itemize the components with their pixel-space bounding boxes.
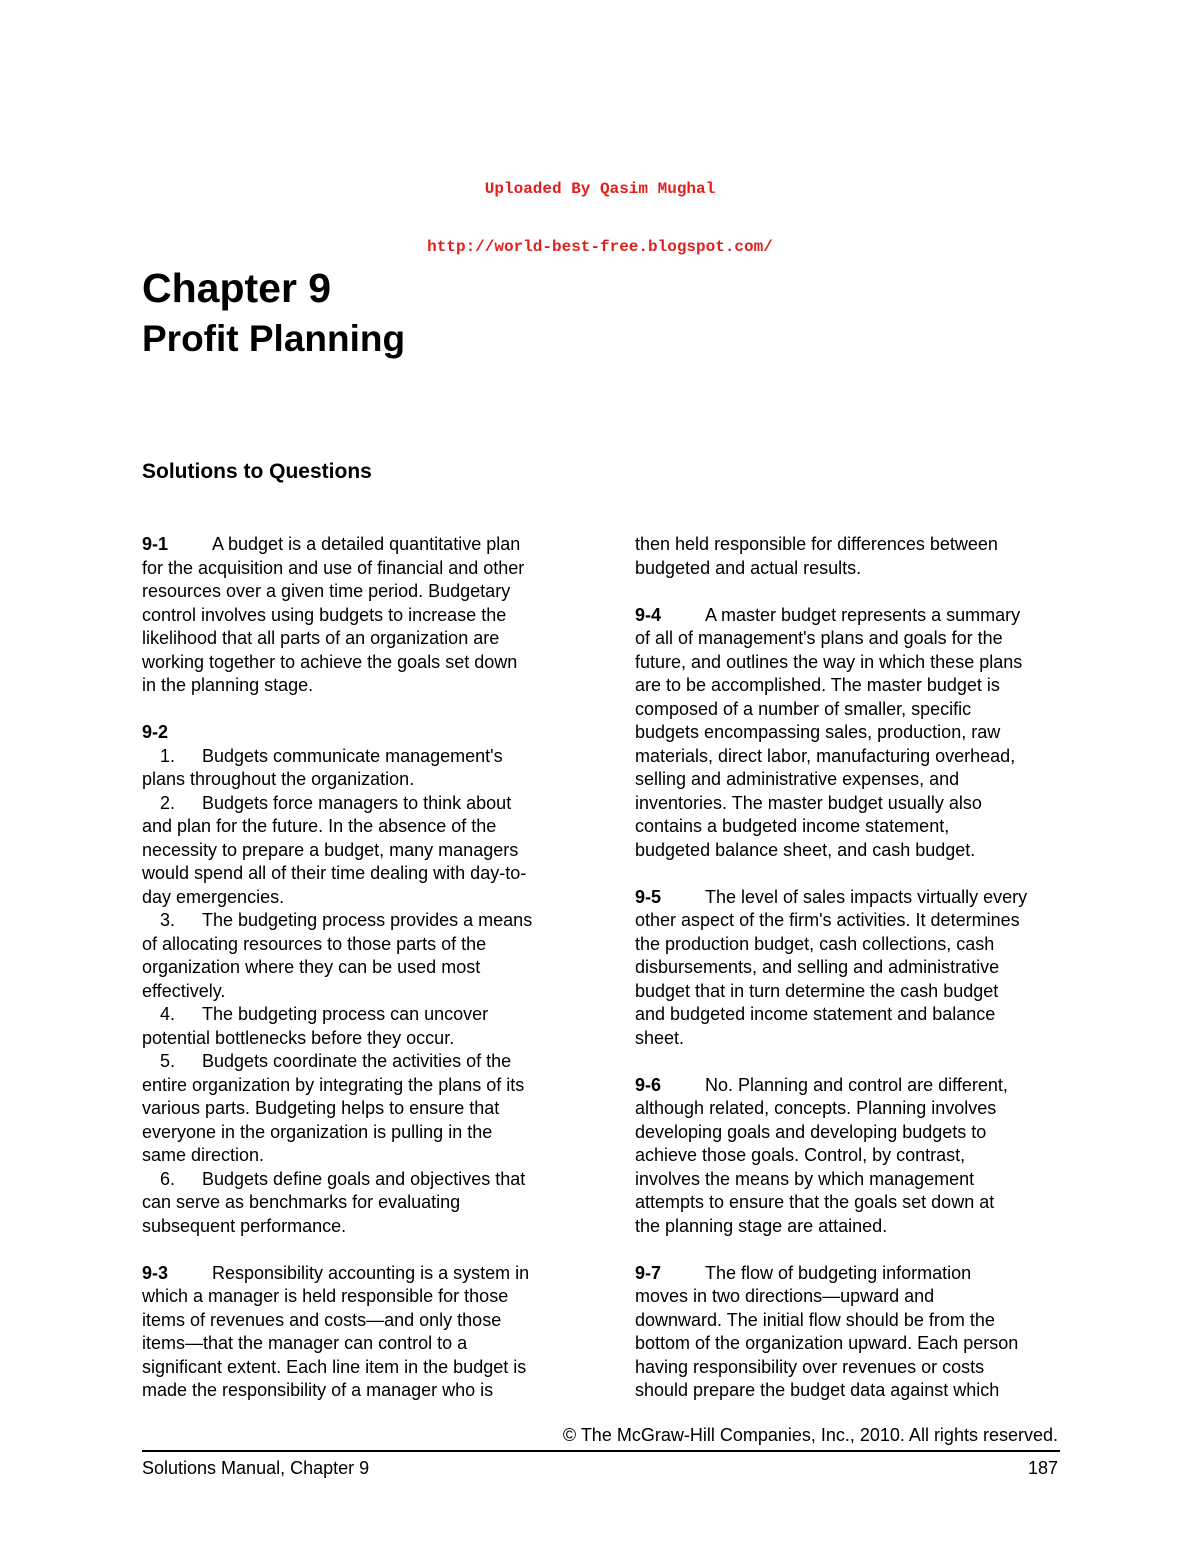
list-number: 4. [160,1004,176,1024]
answer-line: for the acquisition and use of financial and other [142,557,525,578]
answer-line: should prepare the budget data against which [635,1380,1000,1400]
answer-line: made the responsibility of a manager who is [142,1380,494,1400]
answer-line: although related, concepts. Planning involves [635,1098,997,1118]
answer-line: Responsibility accounting is a system in [212,1262,530,1283]
answer-line: organization where they can be used most [142,957,481,977]
answer-line: The level of sales impacts virtually every [705,886,1028,907]
question-9-4 [635,604,1065,863]
question-9-3-continued [635,533,1065,580]
question-9-5 [635,886,1065,1051]
list-number: 1. [160,745,176,766]
answer-line: Budgets coordinate the activities of the [202,1051,512,1071]
answer-line: in the planning stage. [142,675,314,695]
list-number: 3. [160,910,176,930]
list-number: 6. [160,1168,176,1189]
answer-line: selling and administrative expenses, and [635,769,960,789]
answer-line: involves the means by which management [635,1168,975,1189]
question-9-6 [635,1074,1065,1239]
question-number: 9-7 [635,1262,662,1283]
footer-manual-title: Solutions Manual, Chapter 9 [142,1458,370,1478]
answer-line: of allocating resources to those parts of the [142,933,487,954]
right-column [635,533,1065,1403]
answer-line: budgeted and actual results. [635,557,862,578]
answer-line: significant extent. Each line item in the budget is [142,1356,527,1377]
question-number: 9-4 [635,604,662,625]
list-number: 5. [160,1051,176,1071]
answer-line: inventories. The master budget usually also [635,792,982,813]
answer-line: then held responsible for differences between [635,534,998,554]
question-9-7 [635,1262,1065,1403]
answer-line: the production budget, cash collections, cash [635,933,995,954]
answer-line: No. Planning and control are different, [705,1074,1008,1095]
answer-line: entire organization by integrating the plans of its [142,1074,525,1095]
uploader-credit: Uploaded By Qasim Mughal [484,180,716,198]
answer-line: everyone in the organization is pulling in the [142,1121,493,1142]
copyright-notice: © The McGraw-Hill Companies, Inc., 2010. All rights reserved. [562,1425,1058,1445]
answer-line: subsequent performance. [142,1215,347,1236]
answer-line: items—that the manager can control to a [142,1333,468,1353]
answer-line: which a manager is held responsible for those [142,1286,509,1306]
question-9-3 [142,1262,572,1403]
answer-line: likelihood that all parts of an organization are [142,628,500,648]
answer-line: would spend all of their time dealing with day-to- [142,863,527,883]
answer-line: having responsibility over revenues or costs [635,1356,985,1377]
answer-line: effectively. [142,980,226,1001]
uploader-url[interactable]: http://world-best-free.blogspot.com/ [427,238,773,256]
section-heading: Solutions to Questions [142,460,372,483]
answer-line: The flow of budgeting information [705,1262,972,1283]
answer-line: disbursements, and selling and administrative [635,957,1000,977]
answer-line: plans throughout the organization. [142,769,415,789]
list-number: 2. [160,792,176,813]
question-number: 9-6 [635,1074,662,1095]
answer-line: future, and outlines the way in which these plans [635,651,1023,672]
answer-line: contains a budgeted income statement, [635,816,950,836]
left-column [142,533,572,1403]
answer-line: Budgets define goals and objectives that [202,1168,526,1189]
answer-line: A budget is a detailed quantitative plan [212,534,521,554]
answer-line: same direction. [142,1145,265,1165]
answer-line: sheet. [635,1027,685,1048]
answer-line: are to be accomplished. The master budget is [635,675,1000,695]
chapter-title: Chapter 9 [142,265,332,311]
answer-line: budget that in turn determine the cash budget [635,980,999,1001]
answer-line: composed of a number of smaller, specific [635,698,972,719]
answer-line: can serve as benchmarks for evaluating [142,1192,461,1212]
answer-line: Budgets communicate management's [202,745,503,766]
question-9-1 [142,533,572,698]
footer-divider [142,1450,1060,1452]
answer-line: and plan for the future. In the absence of the [142,816,497,836]
answer-line: the planning stage are attained. [635,1215,888,1236]
answer-line: moves in two directions—upward and [635,1286,935,1306]
answer-line: achieve those goals. Control, by contrast, [635,1145,966,1165]
answer-line: items of revenues and costs—and only those [142,1309,502,1330]
answer-line: A master budget represents a summary [705,604,1021,625]
answer-line: day emergencies. [142,886,285,907]
answer-line: The budgeting process can uncover [202,1004,489,1024]
question-number: 9-3 [142,1262,169,1283]
answer-line: bottom of the organization upward. Each person [635,1333,1019,1353]
question-9-2 [142,721,572,1238]
answer-line: necessity to prepare a budget, many managers [142,839,519,860]
answer-line: attempts to ensure that the goals set down at [635,1192,995,1212]
answer-line: downward. The initial flow should be from the [635,1309,995,1330]
answer-line: developing goals and developing budgets to [635,1121,987,1142]
answer-line: control involves using budgets to increase the [142,604,507,625]
question-number: 9-5 [635,886,662,907]
question-number: 9-2 [142,722,169,742]
answer-line: materials, direct labor, manufacturing overhead, [635,745,1016,766]
answer-line: other aspect of the firm's activities. It determines [635,910,1020,930]
answer-line: of all of management's plans and goals for the [635,628,1003,648]
answer-line: potential bottlenecks before they occur. [142,1027,455,1048]
answer-line: Budgets force managers to think about [202,792,512,813]
page-number: 187 [1027,1458,1058,1478]
answer-line: working together to achieve the goals set down [142,651,518,672]
answer-line: and budgeted income statement and balance [635,1004,996,1024]
question-number: 9-1 [142,534,169,554]
chapter-subtitle: Profit Planning [142,318,406,359]
answer-line: budgeted balance sheet, and cash budget. [635,839,976,860]
answer-line: The budgeting process provides a means [202,910,533,930]
answer-line: budgets encompassing sales, production, raw [635,722,1001,742]
answer-line: various parts. Budgeting helps to ensure that [142,1098,500,1118]
answer-line: resources over a given time period. Budgetary [142,581,511,601]
